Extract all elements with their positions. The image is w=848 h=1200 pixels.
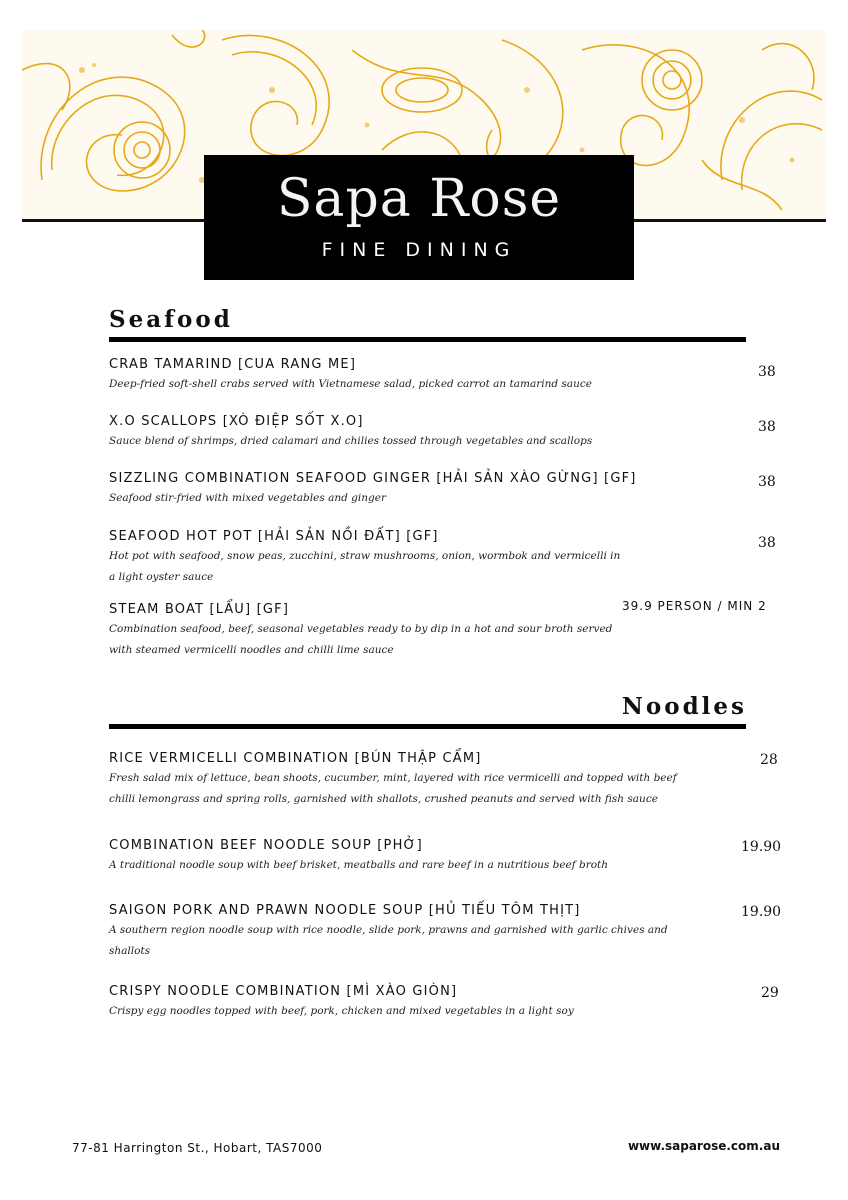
menu-item-name: SIZZLING COMBINATION SEAFOOD GINGER [HẢI SẢN XÀO GỪNG] [GF]: [109, 471, 637, 486]
menu-item-description: A traditional noodle soup with beef brisket, meatballs and rare beef in a nutritious beef broth: [109, 859, 609, 871]
menu-item-price: 28: [760, 752, 778, 768]
menu-item-price: 19.90: [741, 904, 782, 920]
menu-item-description: Sauce blend of shrimps, dried calamari and chilies tossed through vegetables and scallops: [109, 435, 593, 447]
restaurant-title-box: [204, 155, 634, 280]
menu-item-price: 39.9 PERSON / MIN 2: [622, 599, 767, 613]
menu-item-name: RICE VERMICELLI COMBINATION [BÚN THẬP CẨM]: [109, 751, 482, 766]
section-title-noodles: Noodles: [621, 693, 747, 720]
footer-website-link[interactable]: www.saparose.com.au: [627, 1139, 780, 1153]
restaurant-tagline: FINE DINING: [321, 239, 517, 261]
menu-item-description: Fresh salad mix of lettuce, bean shoots, cucumber, mint, layered with rice vermicelli and topped with beef chilli lemongrass and spring rolls, garnished with shallots, crushed peanuts and served with fish sauce: [109, 772, 677, 805]
menu-item: [109, 751, 681, 810]
section-title-seafood: Seafood: [109, 306, 233, 333]
menu-item-price: 19.90: [741, 839, 782, 855]
menu-item: [109, 984, 629, 1022]
menu-item-description: Deep-fried soft-shell crabs served with Vietnamese salad, picked carrot an tamarind sauce: [109, 378, 592, 390]
menu-item: [109, 903, 669, 962]
menu-item-price: 38: [758, 474, 776, 490]
menu-item-price: 38: [758, 364, 776, 380]
menu-item: [109, 838, 629, 876]
menu-item-description: A southern region noodle soup with rice noodle, slide pork, prawns and garnished with garlic chives and shallots: [109, 924, 668, 957]
menu-item-name: SEAFOOD HOT POT [HẢI SẢN NỒI ĐẤT] [GF]: [109, 529, 439, 544]
section-divider-noodles: [109, 724, 746, 729]
menu-item-name: CRISPY NOODLE COMBINATION [MÌ XÀO GIÒN]: [109, 984, 458, 999]
menu-item: [109, 414, 629, 452]
menu-item: [109, 357, 629, 395]
menu-item-name: SAIGON PORK AND PRAWN NOODLE SOUP [HỦ TIẾU TÔM THỊT]: [109, 903, 581, 918]
menu-item-name: STEAM BOAT [LẨU] [GF]: [109, 602, 290, 617]
menu-item-description: Seafood stir-fried with mixed vegetables and ginger: [109, 492, 386, 504]
menu-item-name: COMBINATION BEEF NOODLE SOUP [PHỞ]: [109, 838, 423, 853]
menu-item: [109, 529, 621, 588]
menu-item: [109, 471, 637, 509]
menu-item-price: 29: [761, 985, 779, 1001]
menu-item-description: Combination seafood, beef, seasonal vegetables ready to by dip in a hot and sour broth served with steamed vermicelli noodles and chilli lime sauce: [109, 623, 613, 656]
footer-address: 77-81 Harrington St., Hobart, TAS7000: [72, 1141, 323, 1155]
menu-item-name: CRAB TAMARIND [CUA RANG ME]: [109, 357, 357, 372]
section-divider-seafood: [109, 337, 746, 342]
restaurant-name: Sapa Rose: [276, 169, 562, 229]
menu-item: [109, 602, 621, 661]
menu-item-description: Crispy egg noodles topped with beef, pork, chicken and mixed vegetables in a light soy: [109, 1005, 574, 1017]
menu-item-name: X.O SCALLOPS [XÒ ĐIỆP SỐT X.O]: [109, 414, 364, 429]
menu-item-price: 38: [758, 419, 776, 435]
menu-item-price: 38: [758, 535, 776, 551]
menu-item-description: Hot pot with seafood, snow peas, zucchini, straw mushrooms, onion, wormbok and vermicelli in a light oyster sauce: [109, 550, 621, 583]
